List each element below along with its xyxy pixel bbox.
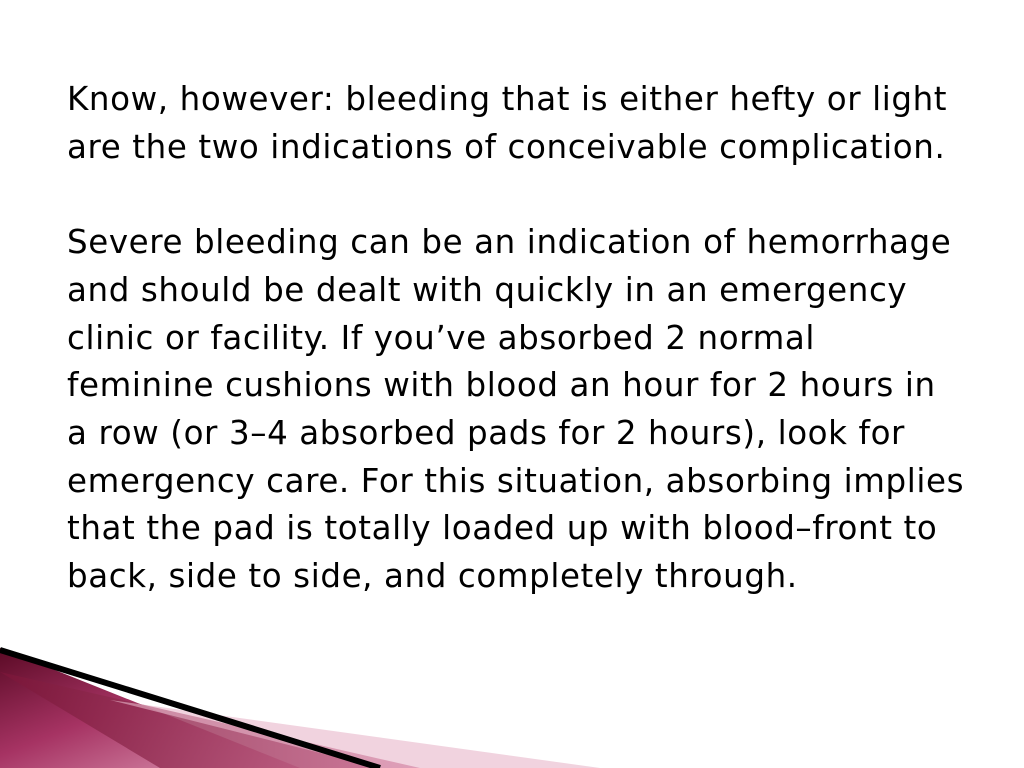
slide-text-body — [67, 76, 967, 601]
paragraph-severe-bleeding: Severe bleeding can be an indication of hemorrhage and should be dealt with quickly in an emergency clinic or facility. If you’ve absorbed 2 normal feminine cushions with blood an hour for 2 hours in a row (or 3–4 absorbed pads for 2 hours), look for emergency care. For this situation, absorbing implies that the pad is totally loaded up with blood–front to back, side to side, and completely through. — [67, 223, 965, 596]
paragraph-complication-note: Know, however: bleeding that is either hefty or light are the two indications of conceivable complication. — [67, 80, 948, 166]
